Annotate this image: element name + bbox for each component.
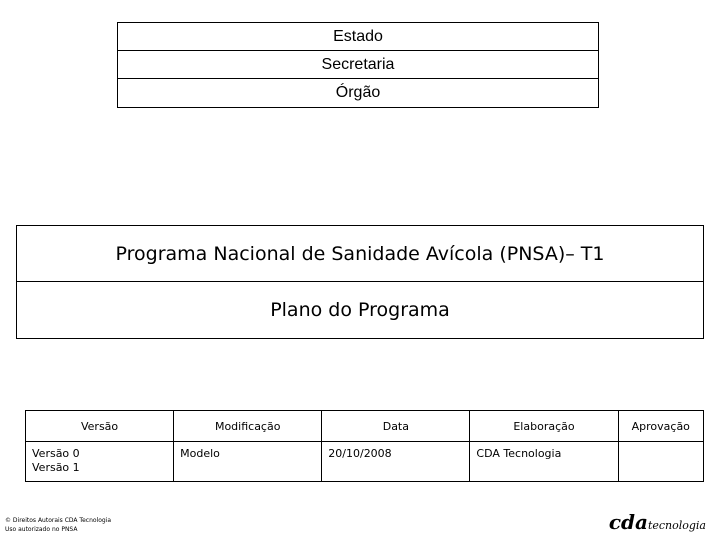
col-data: Data	[322, 411, 470, 442]
cell-data: 20/10/2008	[322, 442, 470, 482]
header-orgao: Órgão	[335, 84, 381, 101]
header-box	[117, 22, 599, 108]
usage-line: Uso autorizado no PNSA	[5, 526, 78, 533]
version-line: Versão 1	[32, 461, 80, 474]
header-secretaria: Secretaria	[118, 51, 598, 79]
copyright-notice	[5, 516, 111, 534]
program-subtitle: Plano do Programa	[270, 299, 450, 321]
program-title: Programa Nacional de Sanidade Avícola (PNSA)– T1	[17, 226, 703, 282]
col-versao: Versão	[26, 411, 174, 442]
header-estado: Estado	[118, 23, 598, 51]
logo-sub-text: tecnologia	[647, 519, 706, 532]
program-box	[16, 225, 704, 339]
cell-aprovacao	[618, 442, 703, 482]
versions-table	[25, 410, 704, 482]
cell-modificacao: Modelo	[174, 442, 322, 482]
col-modificacao: Modificação	[174, 411, 322, 442]
col-aprovacao: Aprovação	[618, 411, 703, 442]
copyright-line: © Direitos Autorais CDA Tecnologia	[5, 517, 112, 524]
cda-logo	[609, 510, 706, 534]
col-elaboracao: Elaboração	[470, 411, 618, 442]
table-header-row	[26, 411, 704, 442]
version-line: Versão 0	[32, 447, 80, 460]
logo-main-text: cda	[608, 510, 648, 534]
cell-versao	[26, 442, 174, 482]
cell-elaboracao: CDA Tecnologia	[470, 442, 618, 482]
table-row	[26, 442, 704, 482]
